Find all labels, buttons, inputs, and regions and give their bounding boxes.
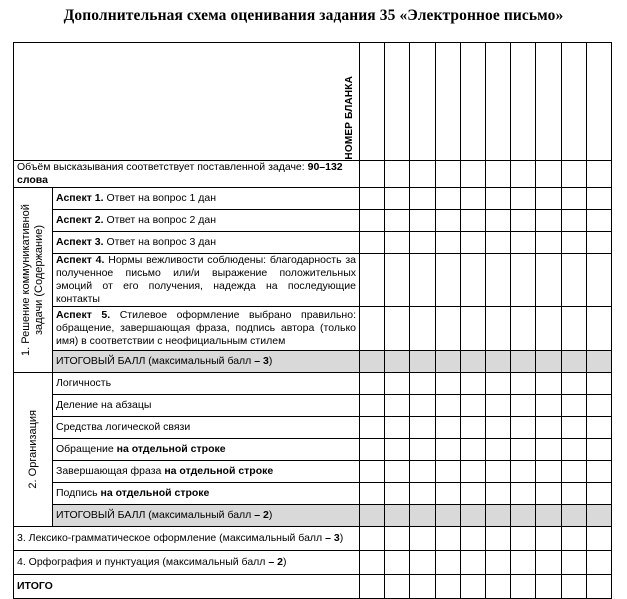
section4-max: – 2	[268, 556, 283, 568]
score-cell	[536, 461, 561, 483]
score-cell	[435, 483, 460, 505]
score-cell	[485, 254, 510, 307]
score-cell	[586, 417, 611, 439]
score-cell	[511, 307, 536, 351]
score-cell	[435, 505, 460, 527]
score-cell	[435, 307, 460, 351]
score-cell	[410, 483, 435, 505]
score-cell	[511, 210, 536, 232]
score-cell	[511, 188, 536, 210]
score-cell	[460, 188, 485, 210]
section1-total-end: )	[268, 355, 273, 367]
score-cell	[485, 575, 510, 599]
score-cell	[536, 527, 561, 551]
score-cell	[435, 161, 460, 188]
score-cell	[460, 417, 485, 439]
score-cell	[460, 461, 485, 483]
score-cell	[536, 575, 561, 599]
score-cell	[485, 232, 510, 254]
section2-total-text: ИТОГОВЫЙ БАЛЛ (максимальный балл	[56, 509, 255, 521]
org-item-6-bold: на отдельной строке	[100, 487, 210, 499]
score-cell	[561, 575, 586, 599]
section2-total-end: )	[268, 509, 273, 521]
score-cell	[460, 395, 485, 417]
org-row-2	[14, 395, 612, 417]
score-cell	[385, 395, 410, 417]
volume-row-words: 90–132 слова	[17, 161, 343, 186]
aspect-2-text: Ответ на вопрос 2 дан	[103, 214, 217, 226]
score-cell	[536, 439, 561, 461]
section1-total-max: – 3	[254, 355, 269, 367]
score-cell	[460, 254, 485, 307]
score-cell	[536, 551, 561, 575]
score-cell	[435, 210, 460, 232]
score-cell	[385, 551, 410, 575]
score-cell	[385, 43, 410, 161]
score-cell	[410, 254, 435, 307]
score-cell	[410, 161, 435, 188]
score-cell	[435, 551, 460, 575]
score-cell	[385, 439, 410, 461]
score-cell	[360, 505, 385, 527]
score-cell	[586, 551, 611, 575]
score-cell	[460, 161, 485, 188]
score-cell	[536, 373, 561, 395]
score-cell	[410, 373, 435, 395]
score-cell	[435, 439, 460, 461]
score-cell	[511, 483, 536, 505]
score-cell	[410, 188, 435, 210]
score-cell	[385, 505, 410, 527]
score-cell	[511, 439, 536, 461]
org-item-4-bold: на отдельной строке	[116, 443, 226, 455]
score-cell	[586, 210, 611, 232]
score-cell	[536, 188, 561, 210]
score-cell	[360, 351, 385, 373]
org-row-4	[14, 439, 612, 461]
score-cell	[586, 188, 611, 210]
section2-label: 2. Организация	[26, 410, 39, 489]
score-cell	[360, 551, 385, 575]
aspect-row-4	[14, 254, 612, 307]
score-cell	[485, 188, 510, 210]
score-cell	[536, 395, 561, 417]
score-cell	[511, 575, 536, 599]
score-cell	[460, 551, 485, 575]
score-cell	[511, 395, 536, 417]
score-cell	[385, 210, 410, 232]
score-cell	[485, 161, 510, 188]
section3-max: – 3	[325, 532, 340, 544]
aspect-5-label: Аспект 5.	[56, 309, 111, 321]
score-cell	[360, 461, 385, 483]
score-cell	[410, 505, 435, 527]
score-cell	[536, 161, 561, 188]
score-cell	[385, 307, 410, 351]
score-cell	[360, 232, 385, 254]
score-cell	[561, 395, 586, 417]
section2-label-cell	[14, 373, 53, 527]
score-cell	[561, 417, 586, 439]
score-cell	[360, 188, 385, 210]
score-cell	[360, 254, 385, 307]
final-total-row	[14, 575, 612, 599]
score-cell	[511, 417, 536, 439]
score-cell	[485, 439, 510, 461]
score-cell	[586, 43, 611, 161]
score-cell	[561, 232, 586, 254]
score-cell	[360, 210, 385, 232]
score-cell	[435, 232, 460, 254]
score-cell	[586, 483, 611, 505]
score-cell	[511, 373, 536, 395]
score-cell	[410, 527, 435, 551]
section2-total-max: – 2	[254, 509, 269, 521]
score-cell	[385, 232, 410, 254]
score-cell	[385, 254, 410, 307]
score-cell	[385, 575, 410, 599]
score-cell	[435, 417, 460, 439]
section3-row	[14, 527, 612, 551]
score-cell	[360, 395, 385, 417]
score-cell	[435, 527, 460, 551]
score-cell	[360, 483, 385, 505]
score-cell	[435, 351, 460, 373]
score-cell	[511, 351, 536, 373]
score-cell	[460, 232, 485, 254]
volume-row	[14, 161, 612, 188]
aspect-3-text: Ответ на вопрос 3 дан	[103, 236, 217, 248]
score-cell	[460, 307, 485, 351]
score-cell	[435, 43, 460, 161]
score-cell	[410, 351, 435, 373]
aspect-1-label: Аспект 1.	[56, 192, 104, 204]
score-cell	[360, 161, 385, 188]
score-cell	[561, 461, 586, 483]
score-cell	[435, 575, 460, 599]
score-cell	[385, 527, 410, 551]
score-cell	[360, 527, 385, 551]
score-cell	[410, 307, 435, 351]
score-cell	[460, 505, 485, 527]
score-cell	[485, 505, 510, 527]
org-row-5	[14, 461, 612, 483]
score-cell	[410, 461, 435, 483]
score-cell	[536, 307, 561, 351]
score-cell	[460, 210, 485, 232]
score-cell	[561, 188, 586, 210]
score-cell	[460, 527, 485, 551]
score-cell	[385, 188, 410, 210]
section1-label-cell	[14, 188, 53, 373]
section1-total-row	[14, 351, 612, 373]
score-cell	[485, 43, 510, 161]
score-cell	[561, 43, 586, 161]
score-cell	[536, 254, 561, 307]
org-row-6	[14, 483, 612, 505]
section1-label: 1. Решение коммуникативной задачи (Содержание)	[20, 204, 45, 356]
score-cell	[435, 373, 460, 395]
score-cell	[385, 483, 410, 505]
score-cell	[586, 439, 611, 461]
score-cell	[586, 351, 611, 373]
aspect-row-3	[14, 232, 612, 254]
section4-text: 4. Орфография и пунктуация (максимальный балл	[17, 556, 269, 568]
org-item-3-text: Средства логической связи	[56, 421, 191, 433]
score-cell	[586, 161, 611, 188]
score-cell	[485, 373, 510, 395]
score-cell	[485, 461, 510, 483]
score-cell	[410, 43, 435, 161]
score-cell	[586, 575, 611, 599]
section3-text: 3. Лексико-грамматическое оформление (максимальный балл	[17, 532, 326, 544]
score-cell	[385, 373, 410, 395]
score-cell	[586, 254, 611, 307]
score-cell	[511, 232, 536, 254]
score-cell	[561, 483, 586, 505]
score-cell	[561, 210, 586, 232]
score-cell	[360, 575, 385, 599]
score-cell	[536, 483, 561, 505]
score-cell	[360, 439, 385, 461]
score-cell	[360, 417, 385, 439]
score-cell	[586, 505, 611, 527]
score-cell	[511, 527, 536, 551]
score-cell	[511, 254, 536, 307]
org-item-4-text: Обращение	[56, 443, 117, 455]
score-cell	[410, 575, 435, 599]
score-cell	[410, 210, 435, 232]
score-cell	[561, 439, 586, 461]
score-cell	[561, 351, 586, 373]
section4-row	[14, 551, 612, 575]
aspect-row-2	[14, 210, 612, 232]
score-cell	[511, 161, 536, 188]
score-cell	[485, 307, 510, 351]
score-cell	[485, 417, 510, 439]
score-cell	[536, 43, 561, 161]
score-cell	[435, 461, 460, 483]
aspect-2-label: Аспект 2.	[56, 214, 104, 226]
score-cell	[485, 395, 510, 417]
score-cell	[511, 505, 536, 527]
aspect-row-1	[14, 188, 612, 210]
score-cell	[460, 351, 485, 373]
score-cell	[460, 439, 485, 461]
section2-total-row	[14, 505, 612, 527]
score-cell	[435, 395, 460, 417]
aspect-4-text: Нормы вежливости соблюдены: благодарность за полученное письмо или/и выражение положительных эмоций от его получения, надежда на последующие контакты	[56, 254, 356, 305]
org-item-6-text: Подпись	[56, 487, 101, 499]
score-cell	[536, 417, 561, 439]
score-cell	[561, 254, 586, 307]
aspect-1-text: Ответ на вопрос 1 дан	[103, 192, 217, 204]
score-cell	[511, 551, 536, 575]
score-cell	[385, 417, 410, 439]
score-cell	[360, 307, 385, 351]
score-cell	[561, 505, 586, 527]
score-cell	[536, 232, 561, 254]
score-cell	[586, 232, 611, 254]
score-cell	[460, 43, 485, 161]
aspect-3-label: Аспект 3.	[56, 236, 104, 248]
score-cell	[561, 551, 586, 575]
aspect-row-5	[14, 307, 612, 351]
score-cell	[435, 188, 460, 210]
score-cell	[586, 527, 611, 551]
org-row-1	[14, 373, 612, 395]
score-cell	[586, 461, 611, 483]
score-cell	[536, 210, 561, 232]
volume-row-text: Объём высказывания соответствует поставленной задаче:	[17, 161, 308, 173]
section4-end: )	[282, 556, 287, 568]
org-item-5-bold: на отдельной строке	[164, 465, 274, 477]
score-cell	[485, 210, 510, 232]
page-title: Дополнительная схема оценивания задания 35 «Электронное письмо»	[63, 7, 564, 24]
form-number-header: НОМЕР БЛАНКА	[344, 76, 355, 160]
score-cell	[511, 461, 536, 483]
score-cell	[586, 307, 611, 351]
org-item-1-text: Логичность	[56, 377, 112, 389]
score-cell	[561, 373, 586, 395]
score-cell	[536, 351, 561, 373]
header-row	[14, 43, 612, 161]
score-cell	[561, 307, 586, 351]
aspect-5-text: Стилевое оформление выбрано правильно: обращение, завершающая фраза, подпись автора (только имя) в соответствии с неофициальным стилем	[56, 309, 356, 347]
score-cell	[410, 232, 435, 254]
score-cell	[360, 43, 385, 161]
section1-total-text: ИТОГОВЫЙ БАЛЛ (максимальный балл	[56, 355, 255, 367]
section3-end: )	[339, 532, 344, 544]
score-cell	[536, 505, 561, 527]
score-cell	[511, 43, 536, 161]
org-item-5-text: Завершающая фраза	[56, 465, 165, 477]
score-cell	[485, 551, 510, 575]
score-cell	[410, 417, 435, 439]
org-item-2-text: Деление на абзацы	[56, 399, 152, 411]
score-cell	[385, 351, 410, 373]
score-cell	[485, 483, 510, 505]
scoring-table	[13, 42, 612, 599]
score-cell	[561, 161, 586, 188]
score-cell	[586, 373, 611, 395]
score-cell	[460, 373, 485, 395]
score-cell	[385, 161, 410, 188]
score-cell	[485, 351, 510, 373]
score-cell	[460, 483, 485, 505]
score-cell	[360, 373, 385, 395]
score-cell	[385, 461, 410, 483]
org-row-3	[14, 417, 612, 439]
score-cell	[410, 551, 435, 575]
score-cell	[460, 575, 485, 599]
score-cell	[485, 527, 510, 551]
final-total-label: ИТОГО	[17, 580, 53, 592]
score-cell	[435, 254, 460, 307]
aspect-4-label: Аспект 4.	[56, 254, 105, 266]
score-cell	[410, 439, 435, 461]
score-cell	[561, 527, 586, 551]
score-cell	[410, 395, 435, 417]
score-cell	[586, 395, 611, 417]
